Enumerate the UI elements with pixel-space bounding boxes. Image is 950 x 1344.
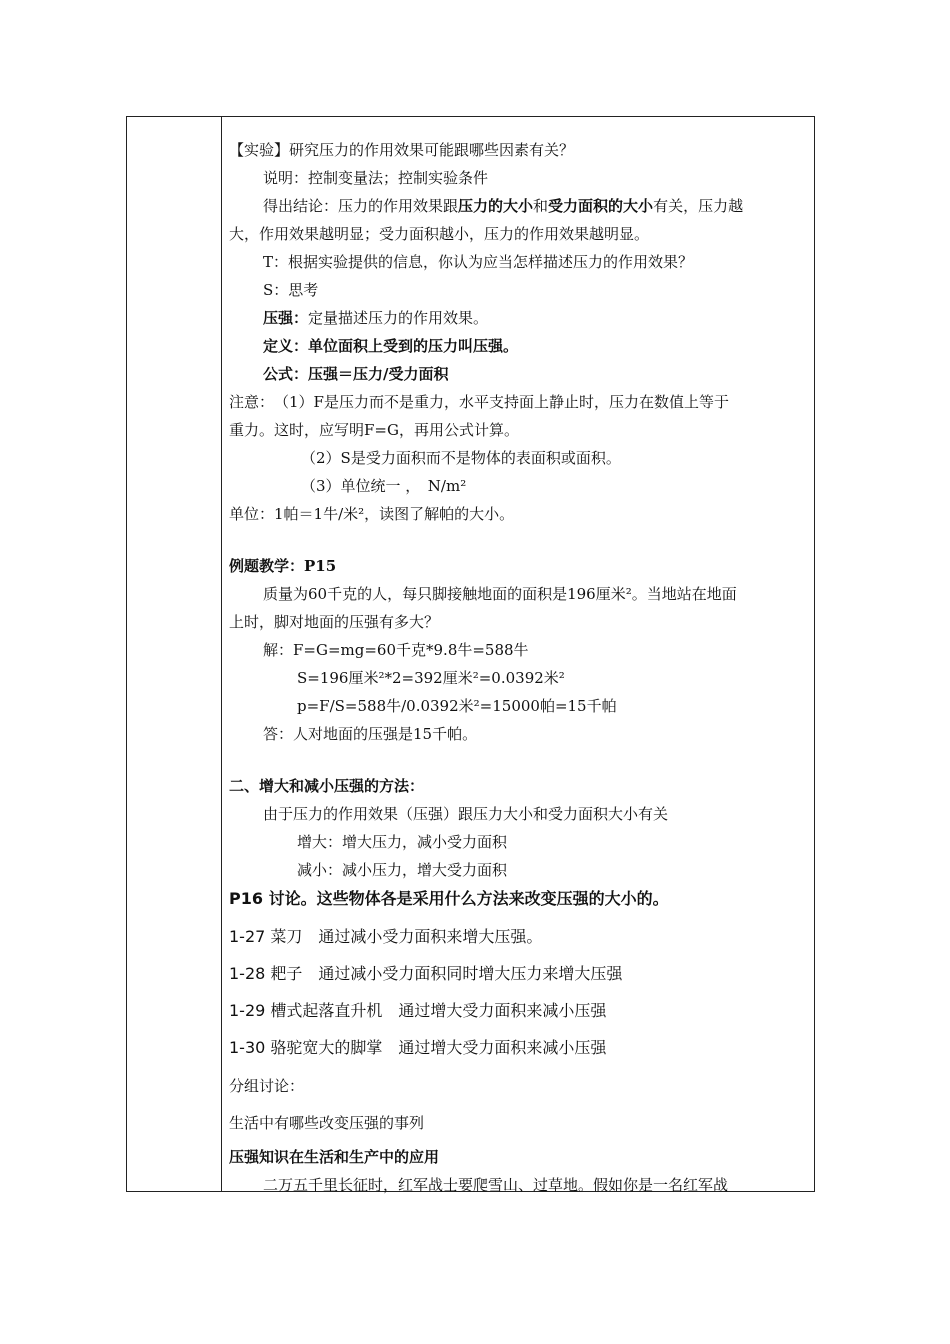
note-1: 注意： （1）F是压力而不是重力，水平支持面上静止时，压力在数值上等于 [229, 393, 729, 411]
explanation-line: 说明：控制变量法；控制实验条件 [263, 169, 489, 187]
applications-heading: 压强知识在生活和生产中的应用 [229, 1148, 440, 1166]
solution-step-2: S=196厘米²*2=392厘米²=0.0392米² [297, 669, 565, 687]
student-think: S：思考 [263, 281, 319, 299]
bold-area-size: 受力面积的大小 [548, 197, 654, 215]
discussion-p16: P16 讨论。这些物体各是采用什么方法来改变压强的大小的。 [229, 889, 669, 908]
example-1-28: 1-28 耙子 通过减小受力面积同时增大压力来增大压强 [229, 964, 623, 983]
pressure-definition: 定义：单位面积上受到的压力叫压强。 [263, 337, 519, 355]
increase-method: 增大：增大压力，减小受力面积 [297, 833, 508, 851]
example-problem-continued: 上时，脚对地面的压强有多大？ [229, 613, 440, 631]
table-column-divider [221, 116, 222, 1192]
example-heading: 例题教学：P15 [229, 557, 337, 575]
decrease-method: 减小：减小压力，增大受力面积 [297, 861, 508, 879]
pressure-description: 压强：定量描述压力的作用效果。 [263, 309, 489, 327]
example-1-29: 1-29 槽式起落直升机 通过增大受力面积来减小压强 [229, 1001, 607, 1020]
section-two-intro: 由于压力的作用效果（压强）跟压力大小和受力面积大小有关 [263, 805, 669, 823]
solution-step-3: p=F/S=588牛/0.0392米²=15000帕=15千帕 [297, 697, 617, 715]
solution-step-1: 解：F=G=mg=60千克*9.8牛=588牛 [263, 641, 529, 659]
long-march-paragraph: 二万五千里长征时，红军战士要爬雪山、过草地。假如你是一名红军战 [263, 1176, 729, 1194]
unit-line: 单位：1帕＝1牛/米²，读图了解帕的大小。 [229, 505, 515, 523]
group-discussion: 分组讨论： [229, 1077, 305, 1095]
life-examples-question: 生活中有哪些改变压强的事列 [229, 1114, 425, 1132]
section-two-heading: 二、增大和减小压强的方法： [229, 777, 425, 795]
example-1-30: 1-30 骆驼宽大的脚掌 通过增大受力面积来减小压强 [229, 1038, 607, 1057]
teacher-question: T：根据实验提供的信息，你认为应当怎样描述压力的作用效果？ [263, 253, 694, 271]
conclusion-continued: 大，作用效果越明显；受力面积越小，压力的作用效果越明显。 [229, 225, 650, 243]
note-2: （2）S是受力面积而不是物体的表面积或面积。 [301, 449, 621, 467]
example-1-27: 1-27 菜刀 通过减小受力面积来增大压强。 [229, 927, 543, 946]
experiment-heading: 【实验】研究压力的作用效果可能跟哪些因素有关？ [229, 141, 575, 159]
example-problem: 质量为60千克的人，每只脚接触地面的面积是196厘米²。当地站在地面 [263, 585, 737, 603]
note-3: （3）单位统一 ， N/m² [301, 477, 467, 495]
bold-force-size: 压力的大小 [458, 197, 534, 215]
pressure-formula: 公式：压强＝压力/受力面积 [263, 365, 449, 383]
note-1-continued: 重力。这时，应写明F=G，再用公式计算。 [229, 421, 519, 439]
answer-line: 答：人对地面的压强是15千帕。 [263, 725, 478, 743]
conclusion-line: 得出结论：压力的作用效果跟压力的大小和受力面积的大小有关，压力越 [263, 197, 744, 215]
